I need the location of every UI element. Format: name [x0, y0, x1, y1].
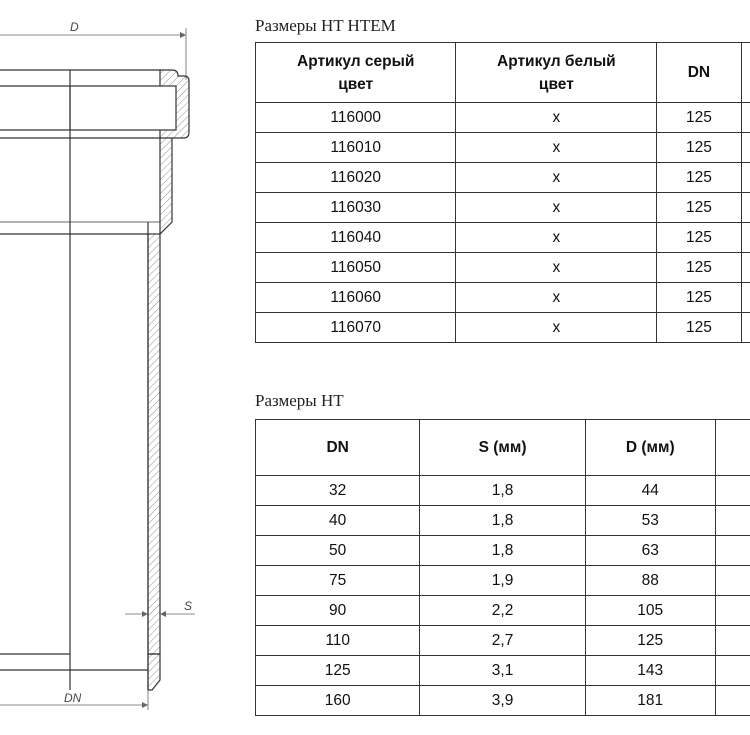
- table-cell: [715, 686, 750, 716]
- table-row: [256, 103, 750, 133]
- table-cell: x: [456, 283, 657, 313]
- table-cell: 1,8: [420, 506, 585, 536]
- label-dn: DN: [64, 691, 82, 705]
- table2-caption: Размеры HT: [255, 391, 344, 410]
- table-cell: 116050: [256, 253, 456, 283]
- table-cell: 53: [585, 506, 715, 536]
- table-cell: [715, 536, 750, 566]
- table-cell: 125: [657, 133, 741, 163]
- table-cell: 50: [256, 536, 420, 566]
- header-article-grey: Артикул серый цвет: [256, 43, 456, 103]
- table-cell: 125: [657, 163, 741, 193]
- table-cell: x: [456, 103, 657, 133]
- table-cell: 1,9: [420, 566, 585, 596]
- table-cell: 63: [585, 536, 715, 566]
- table-row: [256, 626, 750, 656]
- table-cell: x: [456, 163, 657, 193]
- table-cell: 125: [256, 656, 420, 686]
- header-s: S (мм): [420, 420, 585, 476]
- table-cell: x: [456, 253, 657, 283]
- table-cell: 143: [585, 656, 715, 686]
- table-cell: x: [456, 133, 657, 163]
- table-row: [256, 596, 750, 626]
- label-d: D: [70, 20, 79, 34]
- table-cell: x: [456, 193, 657, 223]
- header-dn: DN: [657, 43, 741, 103]
- table-cell: 90: [256, 596, 420, 626]
- table-cell: 116000: [256, 103, 456, 133]
- table-cell: 181: [585, 686, 715, 716]
- table-cell: 32: [256, 476, 420, 506]
- pipe-drawing: [0, 0, 240, 735]
- table-cell: x: [456, 313, 657, 343]
- table-cell: 110: [256, 626, 420, 656]
- table-row: [256, 223, 750, 253]
- table-row: [256, 476, 750, 506]
- table-cell: 125: [657, 193, 741, 223]
- label-s: S: [184, 599, 193, 613]
- table-cell: 3,1: [420, 656, 585, 686]
- table-row: [256, 163, 750, 193]
- table1-caption: Размеры HT HTEM: [255, 16, 396, 35]
- table-ht: [255, 419, 750, 716]
- table-cell: 75: [256, 566, 420, 596]
- table-cell: 125: [657, 313, 741, 343]
- table-cell: [715, 506, 750, 536]
- table-cell: [715, 656, 750, 686]
- table-row: [256, 283, 750, 313]
- table-cell: 116020: [256, 163, 456, 193]
- table-cell: 3,9: [420, 686, 585, 716]
- table-cell: 1,8: [420, 536, 585, 566]
- table-row: [256, 656, 750, 686]
- header-article-white: Артикул белый цвет: [456, 43, 657, 103]
- table-cell: [741, 223, 750, 253]
- table-row: [256, 566, 750, 596]
- table-row: [256, 253, 750, 283]
- table-header-row: [256, 420, 750, 476]
- table-ht-htem: [255, 42, 750, 343]
- header-dn: DN: [256, 420, 420, 476]
- table-cell: [715, 596, 750, 626]
- table-cell: 2,2: [420, 596, 585, 626]
- table-cell: [741, 313, 750, 343]
- table-cell: 44: [585, 476, 715, 506]
- table-cell: 116070: [256, 313, 456, 343]
- table-row: [256, 536, 750, 566]
- table-cell: [741, 193, 750, 223]
- table-cell: 116040: [256, 223, 456, 253]
- table-cell: 2,7: [420, 626, 585, 656]
- table-cell: [715, 626, 750, 656]
- table-cell: [741, 163, 750, 193]
- table-cell: [741, 283, 750, 313]
- table-cell: 125: [657, 223, 741, 253]
- table-cell: [741, 253, 750, 283]
- table-row: [256, 133, 750, 163]
- table-cell: [741, 103, 750, 133]
- table-cell: 125: [585, 626, 715, 656]
- table-cell: 1,8: [420, 476, 585, 506]
- table-cell: x: [456, 223, 657, 253]
- table-row: [256, 193, 750, 223]
- table-row: [256, 686, 750, 716]
- table-cell: 116030: [256, 193, 456, 223]
- table-cell: 125: [657, 253, 741, 283]
- table-cell: 125: [657, 283, 741, 313]
- table-cell: 116060: [256, 283, 456, 313]
- table-cell: 116010: [256, 133, 456, 163]
- table-cell: 105: [585, 596, 715, 626]
- header-col4: [715, 420, 750, 476]
- table-cell: [715, 566, 750, 596]
- table-header-row: [256, 43, 750, 103]
- pipe-wall: [148, 234, 160, 654]
- seal-ring: [70, 86, 176, 130]
- table-cell: 160: [256, 686, 420, 716]
- table-cell: [741, 133, 750, 163]
- table-cell: 88: [585, 566, 715, 596]
- table-cell: [715, 476, 750, 506]
- header-d: D (мм): [585, 420, 715, 476]
- table-cell: 40: [256, 506, 420, 536]
- table-row: [256, 313, 750, 343]
- spigot-end: [148, 654, 160, 690]
- table-row: [256, 506, 750, 536]
- table-cell: 125: [657, 103, 741, 133]
- header-col4: [741, 43, 750, 103]
